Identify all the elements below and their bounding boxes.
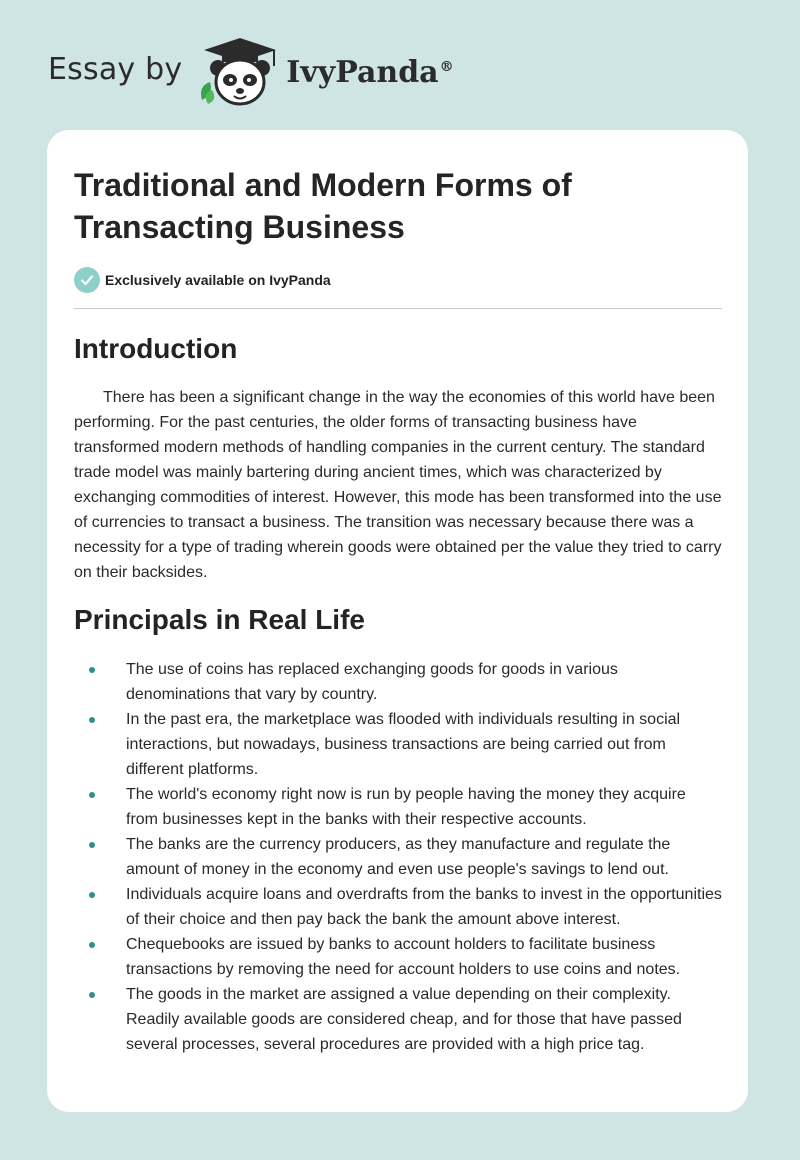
introduction-paragraph: There has been a significant change in the way the economies of this world have been performing. For the past centuries, the older forms of transacting business have transformed modern methods of handling companies in the current century. The standard trade model was mainly bartering during ancient times, which was characterized by exchanging commodities of interest. However, this mode has been transformed into the use of currencies to transact a business. The transition was necessary because there was a necessity for a type of trading wherein goods were obtained per the value they tried to carry on their backsides. (74, 389, 722, 581)
principals-heading: Principals in Real Life (74, 604, 365, 635)
page-title: Traditional and Modern Forms of Transacting Business (74, 167, 572, 245)
list-item: Individuals acquire loans and overdrafts from the banks to invest in the opportunities of their choice and then pay back the bank the amount above interest. (74, 882, 722, 932)
list-item: In the past era, the marketplace was flooded with individuals resulting in social interactions, but nowadays, business transactions are being carried out from different platforms. (74, 707, 722, 782)
list-item: The world's economy right now is run by people having the money they acquire from businesses kept in the banks with their respective accounts. (74, 782, 722, 832)
exclusive-badge (74, 266, 721, 294)
brand-prefix: Essay by (48, 51, 183, 87)
exclusive-label: Exclusively available on IvyPanda (105, 272, 331, 288)
principals-list (74, 657, 722, 1057)
brand-name-text: IvyPanda (286, 54, 439, 90)
brand-header[interactable] (48, 36, 454, 108)
introduction-heading: Introduction (74, 333, 238, 364)
check-circle-icon (74, 267, 100, 293)
registered-mark: ® (439, 58, 454, 75)
list-item: The banks are the currency producers, as they manufacture and regulate the amount of money in the economy and even use people's savings to lend out. (74, 832, 722, 882)
list-item: Chequebooks are issued by banks to account holders to facilitate business transactions by removing the need for account holders to use coins and notes. (74, 932, 722, 982)
panda-graduate-icon (196, 36, 284, 108)
divider (74, 308, 722, 309)
list-item: The use of coins has replaced exchanging goods for goods in various denominations that vary by country. (74, 657, 722, 707)
essay-card (47, 130, 748, 1112)
brand-name (286, 55, 453, 90)
list-item: The goods in the market are assigned a value depending on their complexity. Readily available goods are considered cheap, and for those that have passed several processes, several procedures are provided with a high price tag. (74, 982, 722, 1057)
